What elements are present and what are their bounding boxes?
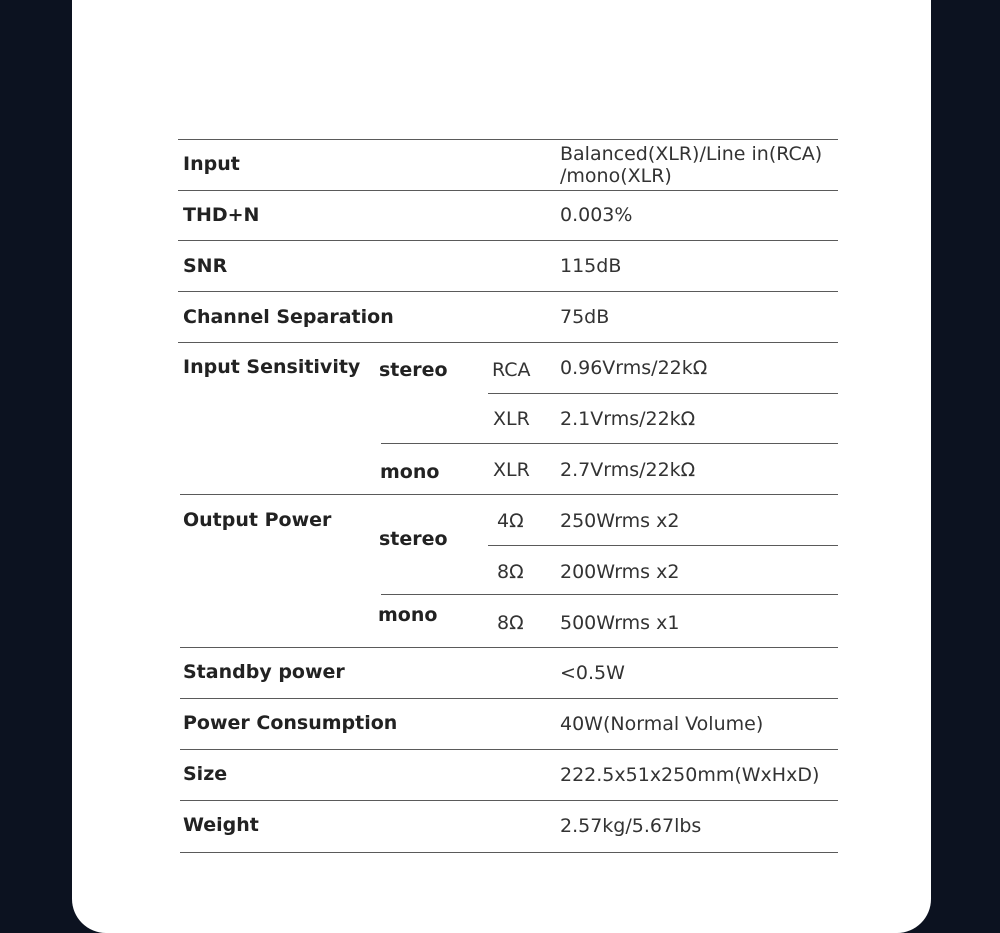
power-stereo: stereo bbox=[379, 528, 448, 550]
input-label: Input bbox=[183, 153, 240, 175]
consumption-value: 40W(Normal Volume) bbox=[560, 713, 764, 735]
power-ohm-1: 4Ω bbox=[497, 510, 524, 532]
divider bbox=[178, 139, 838, 140]
sensitivity-xlr-1: XLR bbox=[493, 408, 530, 430]
power-value-1: 250Wrms x2 bbox=[560, 510, 680, 532]
size-value: 222.5x51x250mm(WxHxD) bbox=[560, 764, 820, 786]
consumption-label: Power Consumption bbox=[183, 712, 398, 734]
size-label: Size bbox=[183, 763, 228, 785]
power-mono: mono bbox=[378, 604, 438, 626]
thd-value: 0.003% bbox=[560, 204, 633, 226]
snr-label: SNR bbox=[183, 255, 228, 277]
sensitivity-mono: mono bbox=[380, 461, 440, 483]
power-value-3: 500Wrms x1 bbox=[560, 612, 680, 634]
divider bbox=[488, 393, 838, 394]
divider bbox=[180, 698, 838, 699]
divider bbox=[180, 749, 838, 750]
sensitivity-value-2: 2.1Vrms/22kΩ bbox=[560, 408, 696, 430]
divider bbox=[178, 342, 838, 343]
sensitivity-xlr-2: XLR bbox=[493, 459, 530, 481]
standby-label: Standby power bbox=[183, 661, 345, 683]
separation-value: 75dB bbox=[560, 306, 610, 328]
divider bbox=[488, 545, 838, 546]
sensitivity-value-3: 2.7Vrms/22kΩ bbox=[560, 459, 696, 481]
power-ohm-2: 8Ω bbox=[497, 561, 524, 583]
sensitivity-label: Input Sensitivity bbox=[183, 356, 361, 378]
divider bbox=[180, 647, 838, 648]
divider bbox=[381, 443, 838, 444]
thd-label: THD+N bbox=[183, 204, 260, 226]
power-value-2: 200Wrms x2 bbox=[560, 561, 680, 583]
sensitivity-value-1: 0.96Vrms/22kΩ bbox=[560, 357, 708, 379]
divider bbox=[381, 594, 838, 595]
input-value-line2: /mono(XLR) bbox=[560, 165, 672, 187]
power-ohm-3: 8Ω bbox=[497, 612, 524, 634]
snr-value: 115dB bbox=[560, 255, 622, 277]
divider bbox=[180, 800, 838, 801]
separation-label: Channel Separation bbox=[183, 306, 394, 328]
power-label: Output Power bbox=[183, 509, 332, 531]
weight-value: 2.57kg/5.67lbs bbox=[560, 815, 702, 837]
weight-label: Weight bbox=[183, 814, 259, 836]
divider bbox=[180, 494, 838, 495]
divider bbox=[180, 852, 838, 853]
input-value-line1: Balanced(XLR)/Line in(RCA) bbox=[560, 143, 823, 165]
standby-value: <0.5W bbox=[560, 662, 625, 684]
divider bbox=[178, 190, 838, 191]
divider bbox=[178, 291, 838, 292]
sensitivity-stereo: stereo bbox=[379, 359, 448, 381]
sensitivity-rca: RCA bbox=[492, 359, 531, 381]
divider bbox=[178, 240, 838, 241]
